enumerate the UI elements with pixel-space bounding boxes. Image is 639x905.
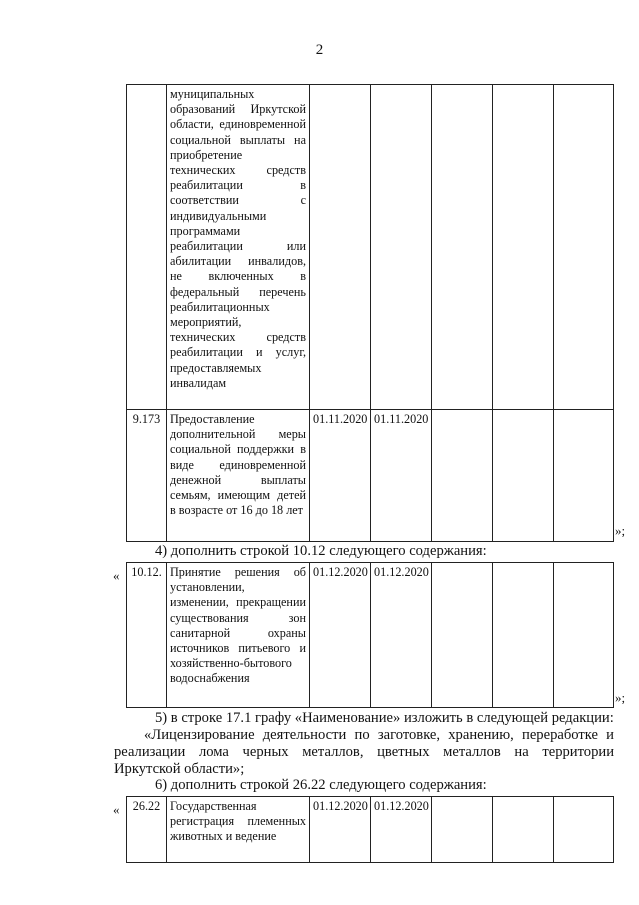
row-date-start: 01.12.2020 [310,563,371,708]
empty-cell [554,797,614,863]
empty-cell [432,797,493,863]
row-date-end: 01.12.2020 [371,797,432,863]
empty-cell [554,85,614,410]
row-date-start [310,85,371,410]
table-row [127,563,614,708]
row-date-end: 01.12.2020 [371,563,432,708]
empty-cell [432,85,493,410]
opening-quote: « [113,568,120,583]
table-row [127,797,614,863]
empty-cell [493,85,554,410]
row-name: Государственная регистрация племенных животных и ведение [167,797,310,863]
row-name: Предоставление дополнительной меры социальной поддержки в виде единовременной денежной выплаты семьям, имеющим детей в возрасте от 16 до 18 лет [167,410,310,542]
closing-quote: »; [615,523,626,538]
empty-cell [432,563,493,708]
closing-quote: »; [615,690,626,705]
empty-cell [493,563,554,708]
table-row [127,410,614,542]
row-date-start: 01.11.2020 [310,410,371,542]
empty-cell [432,410,493,542]
row-date-end: 01.11.2020 [371,410,432,542]
table-row-10-12 [126,562,614,708]
row-number [127,85,167,410]
empty-cell [554,410,614,542]
item-4: 4) дополнить строкой 10.12 следующего содержания: [155,543,487,559]
row-number: 9.173 [127,410,167,542]
opening-quote: « [113,802,120,817]
table-continuation [126,84,614,542]
row-name: Принятие решения об установлении, изменении, прекращении существования зон санитарной охраны источников питьевого и хозяйственно-бытового водоснабжения [167,563,310,708]
row-date-end [371,85,432,410]
table-row-26-22 [126,796,614,863]
empty-cell [493,410,554,542]
row-name: муниципальных образований Иркутской области, единовременной социальной выплаты на приобретение технических средств реабилитации в соответствии с индивидуальными программами реабилитации или абилитации инвалидов, не включенных в федеральный перечень реабилитационных мероприятий, технических средств реабилитации и услуг, предоставляемых инвалидам [167,85,310,410]
empty-cell [493,797,554,863]
item-6: 6) дополнить строкой 26.22 следующего содержания: [155,777,487,793]
item-5: 5) в строке 17.1 графу «Наименование» изложить в следующей редакции: [155,710,614,726]
row-number: 26.22 [127,797,167,863]
page-number: 2 [315,42,324,58]
row-date-start: 01.12.2020 [310,797,371,863]
item-5-text: «Лицензирование деятельности по заготовке, хранению, переработке и реализации лома черных металлов, цветных металлов на территории Иркутской области»; [114,727,614,777]
row-number: 10.12. [127,563,167,708]
empty-cell [554,563,614,708]
table-row [127,85,614,410]
